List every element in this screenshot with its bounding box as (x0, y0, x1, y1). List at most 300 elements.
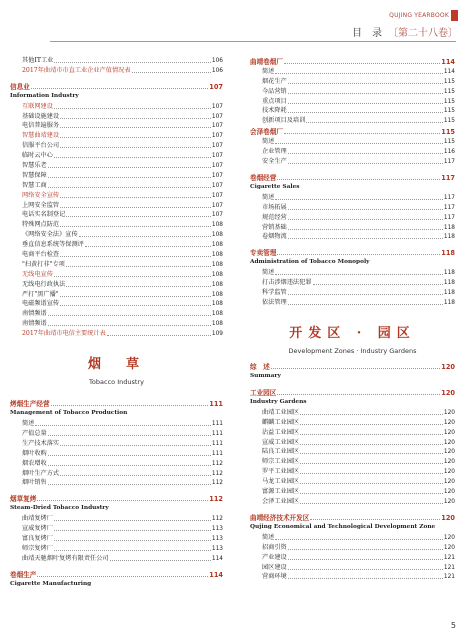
entry-page: 120 (441, 363, 455, 372)
dot-leader (60, 147, 211, 148)
entry-title: 特殊网点防范 (22, 221, 60, 229)
entry-title: 师宗复烤厂 (22, 544, 53, 552)
toc-entry[interactable] (250, 222, 455, 232)
entry-page: 117 (443, 204, 455, 211)
entry-page: 120 (443, 409, 455, 416)
toc-entry[interactable] (250, 212, 455, 222)
toc-left-column (10, 55, 223, 589)
dot-leader (300, 483, 443, 484)
entry-page: 114 (441, 58, 455, 66)
entry-page: 120 (443, 459, 455, 466)
entry-page: 108 (211, 301, 223, 308)
entry-title: 烟叶生产方式 (22, 469, 60, 477)
entry-page: 118 (443, 290, 455, 297)
toc-entry[interactable] (10, 249, 223, 259)
entry-page: 114 (443, 68, 455, 75)
entry-title: 曲靖工业园区 (262, 408, 300, 416)
toc-entry[interactable] (250, 66, 455, 76)
toc-entry[interactable] (10, 533, 223, 543)
entry-title: 烟叶销售 (22, 479, 47, 487)
dot-leader (60, 475, 211, 476)
entry-title: 陆良工业园区 (262, 448, 300, 456)
toc-entry[interactable] (10, 140, 223, 150)
entry-page: 113 (211, 536, 223, 543)
section-english-title: Qujing Economical and Technological Development Zone (250, 523, 436, 530)
dot-leader (275, 274, 443, 275)
entry-title: 沾益工业园区 (262, 428, 300, 436)
section-english-title: Cigarette Manufacturing (10, 580, 92, 587)
entry-page: 108 (211, 291, 223, 298)
toc-entry[interactable] (250, 192, 455, 202)
toc-entry[interactable] (10, 279, 223, 289)
entry-page: 108 (211, 242, 223, 249)
dot-leader (288, 549, 443, 550)
dot-leader (60, 197, 211, 198)
entry-title: 简述 (262, 533, 275, 541)
dot-leader (132, 72, 211, 73)
chapter-heading (10, 353, 223, 386)
dot-leader (288, 294, 443, 295)
toc-entry[interactable] (10, 308, 223, 318)
toc-entry[interactable] (10, 229, 223, 239)
entry-title: 烤烟生产经营 (10, 400, 50, 409)
dot-leader (48, 315, 211, 316)
dot-leader (306, 122, 443, 123)
dot-leader (60, 445, 211, 446)
entry-title: 生产技术落实 (22, 439, 60, 447)
entry-page: 111 (211, 450, 223, 457)
section-english-title: Administration of Tobacco Monopoly (250, 259, 370, 266)
toc-entry[interactable] (250, 267, 455, 277)
entry-title: 规范经营 (262, 213, 287, 221)
entry-title: 专卖管理 (250, 249, 277, 258)
entry-page: 108 (211, 281, 223, 288)
yearbook-english-title: QUJING YEARBOOK (389, 12, 449, 19)
entry-title: 临时云中心 (22, 152, 53, 160)
entry-title: 2017年曲靖市市直工业企业产值情况表 (22, 66, 131, 74)
entry-page: 108 (211, 222, 223, 229)
toc-title: 目 录 (352, 28, 382, 39)
entry-page: 115 (443, 78, 455, 85)
entry-title: 《网络安全法》宣传 (22, 231, 78, 239)
dot-leader (60, 137, 211, 138)
entry-title: 智慧曲靖建设 (22, 132, 60, 140)
toc-section-entry[interactable] (10, 568, 223, 579)
dot-leader (271, 368, 440, 369)
toc-entry[interactable] (250, 297, 455, 307)
entry-title: 简述 (22, 420, 35, 428)
entry-title: 宣威工业园区 (262, 438, 300, 446)
entry-page: 111 (211, 430, 223, 437)
toc-entry[interactable] (10, 219, 223, 229)
dot-leader (60, 226, 211, 227)
toc-entry[interactable] (10, 210, 223, 220)
entry-title: 南情频谱 (22, 320, 47, 328)
dot-leader (288, 304, 443, 305)
section-english-title: Industry Gardens (250, 399, 307, 406)
entry-title: 网络安全宣传 (22, 191, 60, 199)
entry-page: 120 (441, 389, 455, 398)
chapter-title-en: Development Zones · Industry Gardens (288, 347, 417, 356)
entry-page: 118 (443, 300, 455, 307)
toc-section-entry[interactable] (10, 492, 223, 503)
toc-entry[interactable] (10, 468, 223, 478)
toc-entry[interactable] (10, 318, 223, 328)
dot-leader (300, 444, 443, 445)
entry-page: 115 (443, 108, 455, 115)
dot-leader (277, 179, 440, 180)
toc-entry[interactable] (250, 287, 455, 297)
toc-entry[interactable] (250, 496, 455, 506)
dot-leader (66, 216, 211, 217)
entry-page: 120 (443, 419, 455, 426)
entry-page: 107 (211, 143, 223, 150)
entry-page: 107 (211, 153, 223, 160)
toc-section-entry[interactable] (250, 171, 455, 182)
toc-entry[interactable] (250, 202, 455, 212)
toc-entry[interactable] (10, 269, 223, 279)
dot-leader (66, 266, 211, 267)
entry-title: 会泽工业园区 (262, 497, 300, 505)
toc-entry[interactable] (10, 101, 223, 111)
toc-entry[interactable] (250, 96, 455, 106)
entry-title: 打击涉烟违法犯罪 (262, 279, 312, 287)
entry-title: 技术降耗 (262, 107, 287, 115)
dot-leader (48, 325, 211, 326)
toc-entry[interactable] (10, 428, 223, 438)
entry-title: 电磁频谱宣传 (22, 300, 60, 308)
toc-entry[interactable] (10, 160, 223, 170)
toc-entry[interactable] (250, 572, 455, 582)
toc-entry[interactable] (250, 86, 455, 96)
toc-entry[interactable] (250, 466, 455, 476)
toc-entry[interactable] (250, 532, 455, 542)
dot-leader (54, 157, 211, 158)
entry-title: 卷烟物流 (262, 233, 287, 241)
dot-leader (54, 108, 211, 109)
entry-page: 121 (443, 564, 455, 571)
dot-leader (54, 276, 211, 277)
toc-entry[interactable] (10, 65, 223, 75)
dot-leader (288, 209, 443, 210)
toc-entry[interactable] (10, 418, 223, 428)
entry-title: 简述 (262, 269, 275, 277)
dot-leader (288, 219, 443, 220)
dot-leader (300, 453, 443, 454)
page-header (352, 10, 458, 39)
toc-section-entry[interactable] (250, 55, 455, 66)
entry-title: 会泽卷烟厂 (250, 128, 283, 137)
toc-section-entry[interactable] (250, 246, 455, 257)
chapter-title-cn: 开发区 · 园区 (289, 326, 416, 342)
entry-page: 117 (441, 174, 455, 183)
entry-page: 115 (443, 88, 455, 95)
toc-entry[interactable] (250, 437, 455, 447)
entry-page: 115 (441, 128, 455, 137)
toc-entry[interactable] (10, 458, 223, 468)
dot-leader (51, 405, 209, 406)
entry-title: 营商环境 (262, 573, 287, 581)
entry-page: 107 (209, 82, 223, 91)
entry-page: 112 (211, 460, 223, 467)
entry-page: 108 (211, 311, 223, 318)
entry-title: 信息业 (10, 82, 30, 91)
entry-title: 重点项目 (262, 97, 287, 105)
entry-page: 108 (211, 232, 223, 239)
dot-leader (54, 550, 211, 551)
dot-leader (277, 254, 440, 255)
toc-entry[interactable] (250, 562, 455, 572)
entry-title: 智慧保障 (22, 171, 47, 179)
toc-entry[interactable] (250, 542, 455, 552)
entry-title: 智慧工商 (22, 181, 47, 189)
entry-title: 简述 (262, 67, 275, 75)
entry-title: 工业园区 (250, 389, 277, 398)
volume-label: 〔第二十八卷〕 (388, 28, 458, 39)
entry-page: 108 (211, 271, 223, 278)
dot-leader (60, 305, 211, 306)
dot-leader (60, 256, 211, 257)
dot-leader (300, 424, 443, 425)
dot-leader (60, 118, 211, 119)
entry-page: 121 (443, 554, 455, 561)
toc-entry[interactable] (10, 448, 223, 458)
entry-title: 无线电行政执法 (22, 280, 66, 288)
entry-page: 120 (443, 534, 455, 541)
dot-leader (277, 394, 440, 395)
entry-title: 科学监管 (262, 289, 287, 297)
toc-section-entry[interactable] (250, 125, 455, 136)
toc-entry[interactable] (10, 543, 223, 553)
toc-entry[interactable] (10, 478, 223, 488)
toc-entry[interactable] (10, 553, 223, 563)
dot-leader (48, 167, 211, 168)
entry-title: 其他IT工业 (22, 56, 54, 64)
dot-leader (288, 93, 443, 94)
spacer (10, 386, 223, 392)
toc-entry[interactable] (10, 170, 223, 180)
entry-page: 107 (211, 113, 223, 120)
toc-entry[interactable] (250, 106, 455, 116)
dot-leader (288, 229, 443, 230)
entry-title: 智慧乐老 (22, 162, 47, 170)
entry-title: 烟叶收购 (22, 449, 47, 457)
toc-entry[interactable] (250, 277, 455, 287)
entry-page: 120 (443, 544, 455, 551)
entry-page: 120 (443, 449, 455, 456)
entry-page: 108 (211, 252, 223, 259)
entry-page: 107 (211, 212, 223, 219)
toc-entry[interactable] (250, 427, 455, 437)
toc-entry[interactable] (250, 146, 455, 156)
entry-page: 120 (443, 479, 455, 486)
entry-page: 111 (209, 400, 223, 409)
dot-leader (54, 530, 211, 531)
entry-page: 107 (211, 192, 223, 199)
entry-page: 120 (441, 513, 455, 522)
toc-section-entry[interactable] (250, 511, 455, 522)
entry-page: 107 (211, 172, 223, 179)
dot-leader (275, 539, 443, 540)
toc-entry[interactable] (250, 447, 455, 457)
entry-title: 安全生产 (262, 158, 287, 166)
entry-page: 117 (443, 194, 455, 201)
page-number: 5 (450, 621, 456, 630)
entry-title: 卷烟生产 (10, 570, 37, 579)
entry-page: 107 (211, 123, 223, 130)
dot-leader (48, 455, 211, 456)
toc-entry[interactable] (250, 486, 455, 496)
entry-page: 107 (211, 133, 223, 140)
toc-entry[interactable] (250, 456, 455, 466)
entry-page: 112 (211, 516, 223, 523)
entry-title: 曲靖经济技术开发区 (250, 513, 310, 522)
toc-entry[interactable] (10, 150, 223, 160)
dot-leader (300, 414, 443, 415)
toc-entry[interactable] (10, 513, 223, 523)
dot-leader (300, 503, 443, 504)
entry-page: 118 (443, 224, 455, 231)
toc-entry[interactable] (250, 232, 455, 242)
dot-leader (275, 143, 443, 144)
toc-section-entry[interactable] (250, 360, 455, 371)
toc-entry[interactable] (250, 407, 455, 417)
dot-leader (48, 177, 211, 178)
entry-title: 简述 (262, 138, 275, 146)
entry-page: 120 (443, 489, 455, 496)
entry-title: 产业建设 (262, 553, 287, 561)
toc-entry[interactable] (250, 136, 455, 146)
toc-entry[interactable] (10, 239, 223, 249)
toc-entry[interactable] (250, 156, 455, 166)
entry-title: 招商引资 (262, 543, 287, 551)
entry-page: 111 (211, 440, 223, 447)
toc-entry[interactable] (250, 76, 455, 86)
dot-leader (288, 153, 443, 154)
entry-page: 107 (211, 163, 223, 170)
entry-title: 宣威复烤厂 (22, 525, 53, 533)
dot-leader (288, 578, 443, 579)
chapter-title-cn: 烟 草 (87, 357, 145, 373)
toc-entry[interactable] (10, 328, 223, 338)
dot-leader (48, 435, 211, 436)
dot-leader (48, 187, 211, 188)
toc-entry[interactable] (250, 476, 455, 486)
entry-page: 108 (211, 261, 223, 268)
dot-leader (37, 500, 208, 501)
entry-page: 117 (443, 214, 455, 221)
toc-entry[interactable] (250, 417, 455, 427)
dot-leader (275, 73, 443, 74)
entry-page: 116 (443, 149, 455, 156)
entry-page: 112 (211, 470, 223, 477)
dot-leader (313, 284, 443, 285)
entry-page: 106 (211, 57, 223, 64)
entry-page: 107 (211, 103, 223, 110)
dot-leader (275, 199, 443, 200)
chapter-heading (250, 322, 455, 355)
entry-title: 创新项目及培训 (262, 117, 306, 125)
entry-page: 118 (443, 270, 455, 277)
entry-title: 信服平台公司 (22, 142, 60, 150)
entry-title: 严打"黑广播" (22, 290, 59, 298)
dot-leader (54, 520, 211, 521)
entry-page: 111 (211, 421, 223, 428)
entry-title: 无线电宣传 (22, 270, 53, 278)
entry-title: 曲靖复烤厂 (22, 515, 53, 523)
header-accent-bar (451, 10, 458, 21)
entry-title: 师宗工业园区 (262, 458, 300, 466)
entry-title: 垂直信息系统等保测评 (22, 241, 84, 249)
dot-leader (60, 207, 211, 208)
toc-entry[interactable] (10, 55, 223, 65)
toc-entry[interactable] (10, 130, 223, 140)
dot-leader (310, 519, 440, 520)
dot-leader (288, 83, 443, 84)
toc-entry[interactable] (10, 111, 223, 121)
entry-title: 南情频谱 (22, 310, 47, 318)
entry-title: 营销基础 (262, 223, 287, 231)
toc-entry[interactable] (10, 190, 223, 200)
dot-leader (110, 560, 211, 561)
toc-entry[interactable] (10, 523, 223, 533)
toc-entry[interactable] (10, 121, 223, 131)
toc-section-entry[interactable] (10, 80, 223, 91)
dot-leader (300, 463, 443, 464)
dot-leader (284, 63, 440, 64)
toc-section-entry[interactable] (250, 386, 455, 397)
toc-entry[interactable] (10, 438, 223, 448)
entry-title: 曲靖天驰烟叶复烤有限责任公司 (22, 554, 109, 562)
dot-leader (48, 465, 211, 466)
entry-title: 曲靖卷烟厂 (250, 58, 283, 66)
entry-title: 基础设施建设 (22, 112, 60, 120)
dot-leader (300, 434, 443, 435)
entry-title: 马龙工业园区 (262, 478, 300, 486)
entry-title: 富良复烤厂 (22, 535, 53, 543)
toc-entry[interactable] (250, 115, 455, 125)
toc-section-entry[interactable] (10, 397, 223, 408)
entry-page: 115 (443, 98, 455, 105)
entry-title: 简述 (262, 193, 275, 201)
entry-page: 118 (443, 234, 455, 241)
toc-entry[interactable] (10, 200, 223, 210)
entry-page: 114 (209, 570, 223, 579)
dot-leader (288, 112, 443, 113)
entry-title: 2017年曲靖市电信主要统计表 (22, 330, 106, 338)
toc-entry[interactable] (10, 180, 223, 190)
chapter-title-en: Tobacco Industry (89, 378, 144, 387)
dot-leader (48, 484, 211, 485)
entry-page: 113 (211, 545, 223, 552)
dot-leader (300, 493, 443, 494)
dot-leader (288, 103, 443, 104)
dot-leader (35, 425, 211, 426)
section-english-title: Cigarette Sales (250, 184, 300, 191)
section-english-title: Information Industry (10, 92, 79, 99)
toc-entry[interactable] (250, 552, 455, 562)
dot-leader (288, 559, 443, 560)
entry-title: 市场拓展 (262, 203, 287, 211)
dot-leader (60, 296, 211, 297)
entry-page: 114 (211, 555, 223, 562)
entry-page: 109 (211, 331, 223, 338)
entry-page: 121 (443, 574, 455, 581)
entry-title: 麒麟工业园区 (262, 418, 300, 426)
toc-entry[interactable] (10, 289, 223, 299)
toc-entry[interactable] (10, 259, 223, 269)
toc-entry[interactable] (10, 299, 223, 309)
